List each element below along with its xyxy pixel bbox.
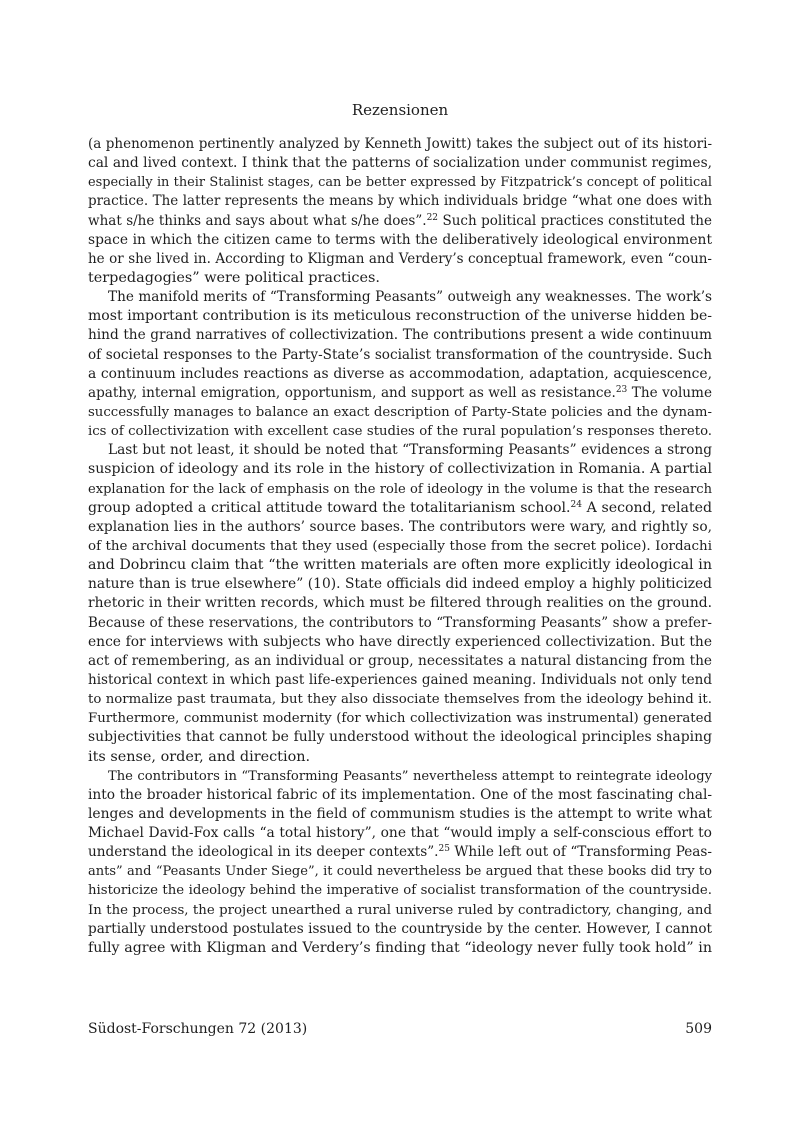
text-line	[88, 786, 712, 805]
text-line	[88, 824, 712, 843]
text-line	[88, 518, 712, 537]
text-line-content: ants” and “Peasants Under Siege”, it could nevertheless be argued that these books did try to	[88, 864, 712, 880]
text-line-content: apathy, internal emigration, opportunism, and support as well as resistance.	[88, 384, 616, 401]
footnote-marker[interactable]: 23	[615, 384, 628, 395]
text-line	[88, 288, 712, 307]
text-line-content: nature than is true elsewhere” (10). State officials did indeed employ a highly politicized	[88, 576, 712, 593]
text-line-content: Because of these reservations, the contributors to “Transforming Peasants” show a prefer-	[88, 614, 712, 631]
text-line-content: In the process, the project unearthed a rural universe ruled by contradictory, changing, and	[88, 902, 712, 918]
text-line	[88, 346, 712, 365]
text-line	[88, 594, 712, 613]
text-line	[88, 460, 712, 479]
text-line-content: Last but not least, it should be noted that “Transforming Peasants” evidences a strong	[108, 442, 712, 459]
text-line	[88, 920, 712, 939]
text-line	[88, 767, 712, 786]
footnote-marker[interactable]: 24	[570, 499, 582, 510]
text-line-content: historical context in which past life-experiences gained meaning. Individuals not only tend	[88, 671, 712, 688]
text-line	[88, 307, 712, 326]
text-line-content: space in which the citizen came to terms with the deliberatively ideological environment	[88, 231, 712, 248]
text-line-content: most important contribution is its meticulous reconstruction of the universe hidden be-	[88, 308, 712, 325]
text-line-continuation: A second, related	[581, 499, 712, 516]
text-line	[88, 939, 712, 958]
text-line-content: group adopted a critical attitude toward the totalitarianism school.	[88, 499, 571, 516]
text-line	[88, 135, 712, 154]
text-line	[88, 843, 712, 862]
text-line-content: lenges and developments in the field of communism studies is the attempt to write what	[88, 805, 712, 822]
text-line	[88, 901, 712, 920]
text-line	[88, 614, 712, 633]
text-line-content: rhetoric in their written records, which must be filtered through realities on the ground.	[88, 595, 712, 612]
text-line	[88, 728, 712, 747]
text-line-content: explanation lies in the authors’ source bases. The contributors were wary, and rightly so,	[88, 518, 712, 535]
text-line-content: partially understood postulates issued to the countryside by the center. However, I cannot	[88, 920, 712, 937]
text-line-content: subjectivities that cannot be fully understood without the ideological principles shaping	[88, 729, 712, 746]
text-line	[88, 537, 712, 556]
text-line	[88, 748, 712, 767]
text-line-continuation: The volume	[627, 384, 712, 401]
text-line	[88, 250, 712, 269]
text-line-content: ics of collectivization with excellent case studies of the rural population’s responses thereto.	[88, 424, 712, 440]
text-line	[88, 326, 712, 345]
text-line-content: Michael David-Fox calls “a total history”, one that “would imply a self-conscious effort to	[88, 825, 712, 842]
text-line-content: into the broader historical fabric of its implementation. One of the most fascinating chal-	[88, 786, 712, 803]
text-line-content: its sense, order, and direction.	[88, 748, 311, 765]
text-line	[88, 480, 712, 499]
text-line-content: he or she lived in. According to Kligman and Verdery’s conceptual framework, even “coun-	[88, 250, 712, 267]
text-line	[88, 862, 712, 881]
text-line-content: explanation for the lack of emphasis on the role of ideology in the volume is that the research	[88, 481, 712, 497]
text-line	[88, 556, 712, 575]
text-line-content: fully agree with Kligman and Verdery’s finding that “ideology never fully took hold” in	[88, 939, 712, 956]
text-line	[88, 173, 712, 192]
text-line-content: and Dobrincu claim that “the written materials are often more explicitly ideological in	[88, 557, 712, 574]
text-line-content: a continuum includes reactions as diverse as accommodation, adaptation, acquiescence,	[88, 365, 712, 382]
text-line-content: successfully manages to balance an exact description of Party-State policies and the dynam-	[88, 404, 712, 420]
text-line	[88, 709, 712, 728]
text-line-content: hind the grand narratives of collectivization. The contributions present a wide continuum	[88, 327, 712, 344]
text-line	[88, 269, 712, 288]
text-line-content: of societal responses to the Party-State’s socialist transformation of the countryside. Such	[88, 346, 712, 363]
text-line-content: The manifold merits of “Transforming Peasants” outweigh any weaknesses. The work’s	[108, 289, 712, 306]
body-text	[88, 135, 712, 958]
text-line-content: Furthermore, communist modernity (for which collectivization was instrumental) generated	[88, 711, 712, 727]
text-line	[88, 212, 712, 231]
text-line	[88, 422, 712, 441]
text-line	[88, 575, 712, 594]
text-line-content: understand the ideological in its deeper contexts”.	[88, 844, 439, 861]
footnote-marker[interactable]: 22	[426, 212, 439, 223]
text-line	[88, 441, 712, 460]
text-line-continuation: While left out of “Transforming Peas-	[449, 844, 712, 861]
text-line-content: act of remembering, as an individual or group, necessitates a natural distancing from the	[88, 652, 712, 669]
text-line	[88, 671, 712, 690]
text-line-continuation: Such political practices constituted the	[438, 212, 713, 229]
text-line-content: especially in their Stalinist stages, can be better expressed by Fitzpatrick’s concept of political	[88, 175, 712, 191]
text-line	[88, 652, 712, 671]
text-line	[88, 690, 712, 709]
text-line	[88, 192, 712, 211]
text-line-content: cal and lived context. I think that the patterns of socialization under communist regimes,	[88, 155, 712, 172]
running-header: Rezensionen	[351, 101, 449, 119]
text-line-content: of the archival documents that they used (especially those from the secret police). Iordachi	[88, 538, 712, 554]
text-line	[88, 231, 712, 250]
text-line	[88, 154, 712, 173]
text-line	[88, 499, 712, 518]
text-line-content: (a phenomenon pertinently analyzed by Kenneth Jowitt) takes the subject out of its histori-	[88, 136, 712, 152]
text-line-content: what s/he thinks and says about what s/he does”.	[88, 212, 427, 229]
text-line	[88, 365, 712, 384]
text-line-content: practice. The latter represents the means by which individuals bridge “what one does with	[88, 193, 712, 210]
text-line	[88, 403, 712, 422]
footer-journal-title: Südost-Forschungen 72 (2013)	[88, 1021, 308, 1037]
text-line-content: suspicion of ideology and its role in the history of collectivization in Romania. A partial	[88, 461, 712, 478]
text-line-content: terpedagogies” were political practices.	[88, 269, 380, 286]
footnote-marker[interactable]: 25	[438, 844, 450, 855]
text-line	[88, 881, 712, 900]
text-line	[88, 805, 712, 824]
text-line-content: historicize the ideology behind the imperative of socialist transformation of the countryside.	[88, 883, 712, 899]
text-line-content: The contributors in “Transforming Peasants” nevertheless attempt to reintegrate ideology	[108, 768, 712, 784]
text-line	[88, 384, 712, 403]
text-line-content: ence for interviews with subjects who have directly experienced collectivization. But the	[88, 633, 712, 650]
text-line	[88, 633, 712, 652]
page-number: 509	[685, 1021, 712, 1037]
text-line-content: to normalize past traumata, but they also dissociate themselves from the ideology behind it.	[88, 692, 712, 708]
